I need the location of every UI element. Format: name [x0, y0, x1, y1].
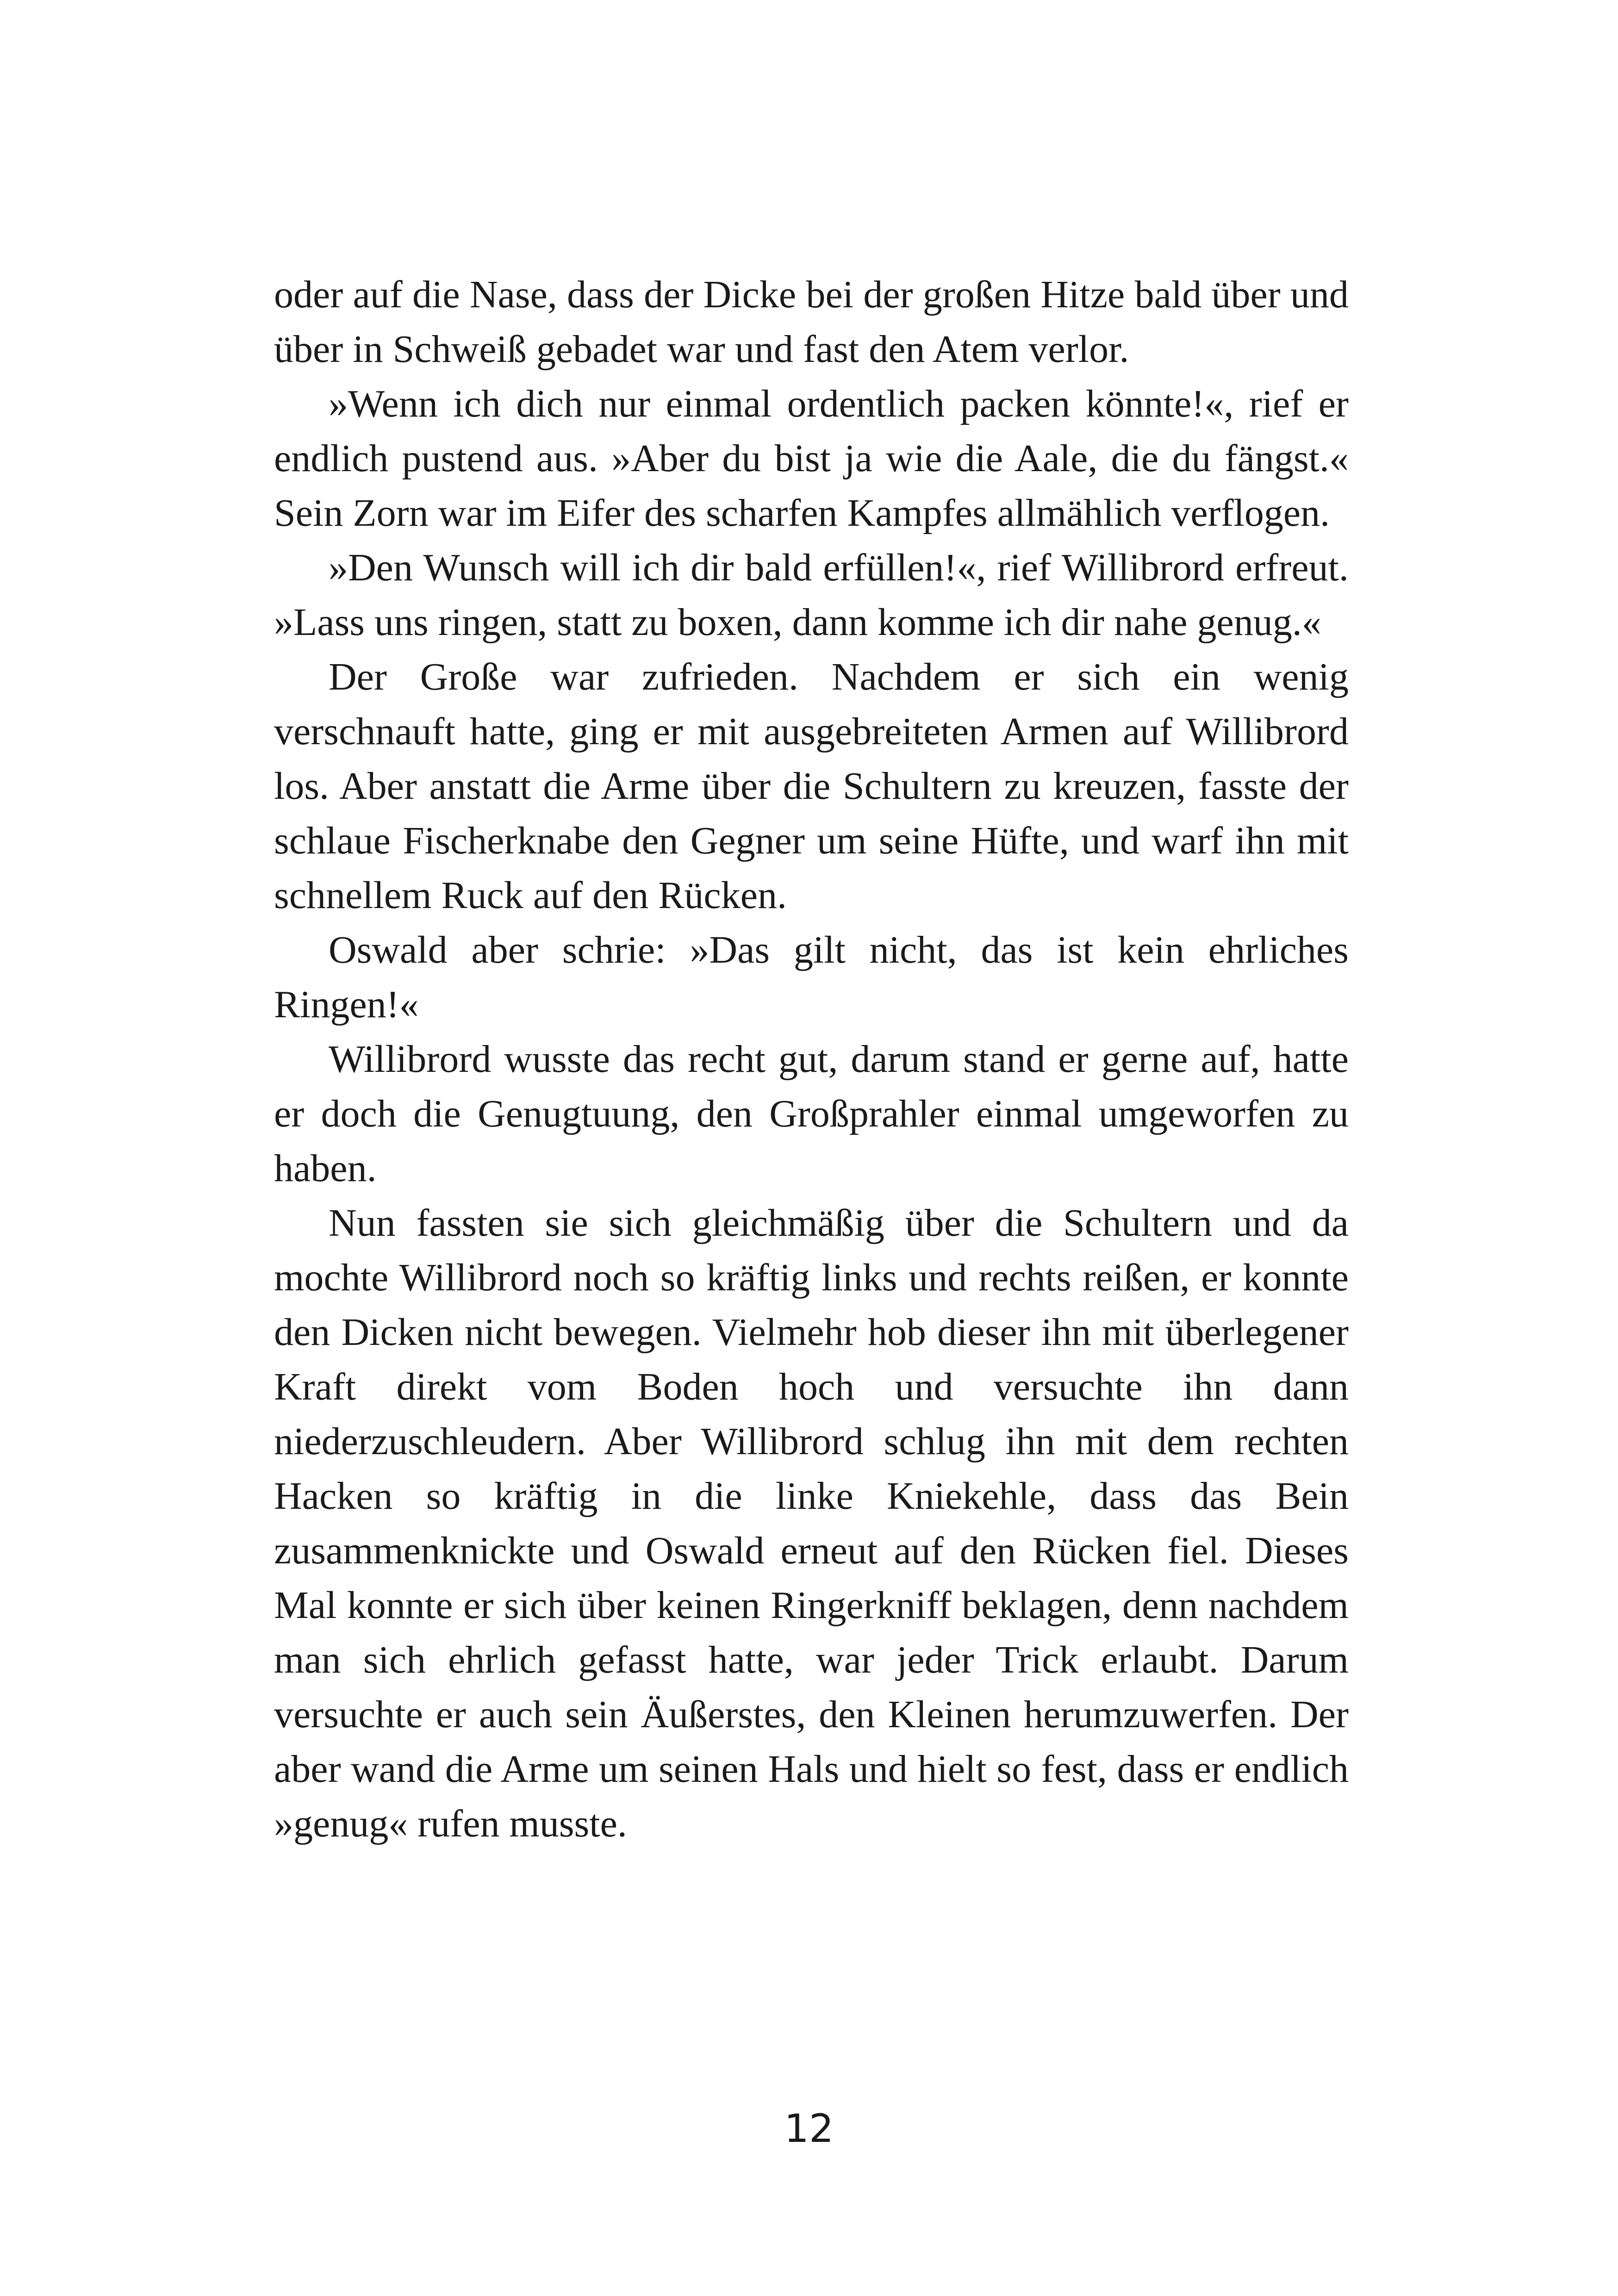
- paragraph-6: Willibrord wusste das recht gut, darum stand er gerne auf, hatte er doch die Genugtuung, den Großprahler einmal umgeworfen zu haben.: [274, 1038, 1349, 1190]
- page-number: 12: [784, 2106, 834, 2151]
- paragraph-1: oder auf die Nase, dass der Dicke bei der großen Hitze bald über und über in Schweiß gebadet war und fast den Atem verlor.: [274, 273, 1349, 371]
- body-text: [274, 268, 1349, 1851]
- paragraph-7: Nun fassten sie sich gleichmäßig über die Schultern und da mochte Willibrord noch so kräftig links und rechts reißen, er konnte den Dicken nicht bewegen. Vielmehr hob dieser ihn mit überlegener Kraft direkt vom Boden hoch und versuchte ihn dann niederzuschleudern. Aber Willibrord schlug ihn mit dem rechten Hacken so kräftig in die linke Kniekehle, dass das Bein zusammenknickte und Oswald erneut auf den Rücken fiel. Dieses Mal konnte er sich über keinen Ringerkniff beklagen, denn nachdem man sich ehrlich gefasst hatte, war jeder Trick erlaubt. Darum versuchte er auch sein Äußerstes, den Kleinen herumzuwerfen. Der aber wand die Arme um seinen Hals und hielt so fest, dass er endlich »genug« rufen musste.: [274, 1201, 1349, 1845]
- paragraph-3: »Den Wunsch will ich dir bald erfüllen!«, rief Willibrord erfreut. »Lass uns ringen, statt zu boxen, dann komme ich dir nahe genug.«: [274, 546, 1349, 644]
- paragraph-5: Oswald aber schrie: »Das gilt nicht, das ist kein ehrliches Ringen!«: [274, 928, 1349, 1026]
- paragraph-2: »Wenn ich dich nur einmal ordentlich packen könnte!«, rief er endlich pustend aus. »Aber du bist ja wie die Aale, die du fängst.« Sein Zorn war im Eifer des scharfen Kampfes allmählich verflogen.: [274, 382, 1349, 535]
- paragraph-4: Der Große war zufrieden. Nachdem er sich ein wenig verschnauft hatte, ging er mit ausgebreiteten Armen auf Willibrord los. Aber anstatt die Arme über die Schultern zu kreuzen, fasste der schlaue Fischerknabe den Gegner um seine Hüfte, und warf ihn mit schnellem Ruck auf den Rücken.: [274, 655, 1349, 917]
